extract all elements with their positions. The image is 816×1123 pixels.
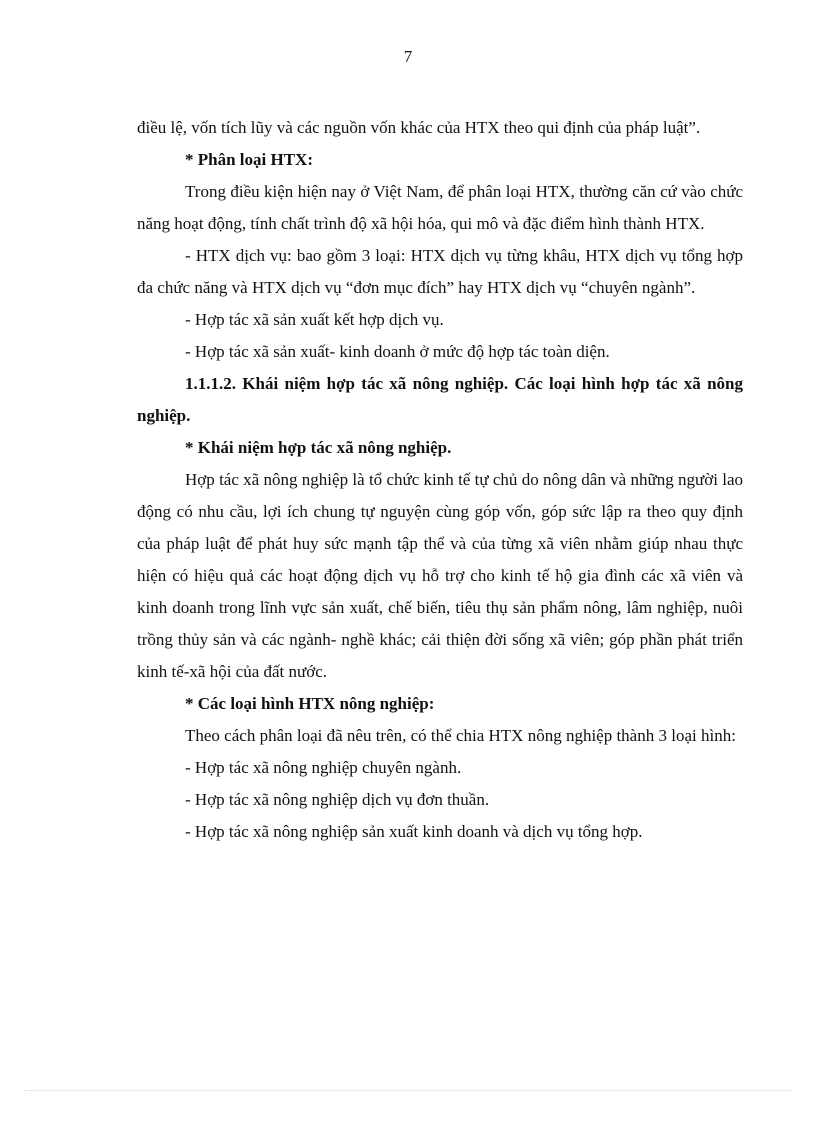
heading-classification-htx: * Phân loại HTX:: [185, 150, 313, 169]
list-item-specialized: - Hợp tác xã nông nghiệp chuyên ngành.: [185, 758, 462, 777]
page-bottom-divider: [24, 1090, 792, 1091]
heading-concept-agri-coop: * Khái niệm hợp tác xã nông nghiệp.: [185, 438, 452, 457]
document-body: [137, 112, 743, 848]
section-heading-1-1-1-2: 1.1.1.2. Khái niệm hợp tác xã nông nghiệp. Các loại hình hợp tác xã nông nghiệp.: [137, 374, 743, 425]
list-item-pure-service: - Hợp tác xã nông nghiệp dịch vụ đơn thuần.: [185, 790, 490, 809]
list-item-service-htx: - HTX dịch vụ: bao gồm 3 loại: HTX dịch vụ từng khâu, HTX dịch vụ tổng hợp đa chức năng và HTX dịch vụ “đơn mục đích” hay HTX dịch vụ “chuyên ngành”.: [137, 246, 743, 297]
page-number: 7: [403, 47, 413, 66]
paragraph-classification-intro: Trong điều kiện hiện nay ở Việt Nam, để phân loại HTX, thường căn cứ vào chức năng hoạt động, tính chất trình độ xã hội hóa, qui mô và đặc điểm hình thành HTX.: [137, 182, 743, 233]
list-item-production-business: - Hợp tác xã sản xuất- kinh doanh ở mức độ hợp tác toàn diện.: [185, 342, 610, 361]
list-item-production-service: - Hợp tác xã sản xuất kết hợp dịch vụ.: [185, 310, 444, 329]
paragraph-types-intro: Theo cách phân loại đã nêu trên, có thể chia HTX nông nghiệp thành 3 loại hình:: [185, 726, 736, 745]
list-item-general-business: - Hợp tác xã nông nghiệp sản xuất kinh doanh và dịch vụ tổng hợp.: [185, 822, 643, 841]
paragraph-concept-definition: Hợp tác xã nông nghiệp là tổ chức kinh tế tự chủ do nông dân và những người lao động có nhu cầu, lợi ích chung tự nguyện cùng góp vốn, góp sức lập ra theo quy định của pháp luật để phát huy sức mạnh tập thể và của từng xã viên nhằm giúp nhau thực hiện có hiệu quả các hoạt động dịch vụ hỗ trợ cho kinh tế hộ gia đình các xã viên và kinh doanh trong lĩnh vực sản xuất, chế biến, tiêu thụ sản phẩm nông, lâm nghiệp, nuôi trồng thủy sản và các ngành- nghề khác; cải thiện đời sống xã viên; góp phần phát triển kinh tế-xã hội của đất nước.: [137, 470, 743, 681]
paragraph-continuation: điều lệ, vốn tích lũy và các nguồn vốn khác của HTX theo qui định của pháp luật”.: [137, 118, 701, 137]
heading-agri-coop-types: * Các loại hình HTX nông nghiệp:: [185, 694, 435, 713]
